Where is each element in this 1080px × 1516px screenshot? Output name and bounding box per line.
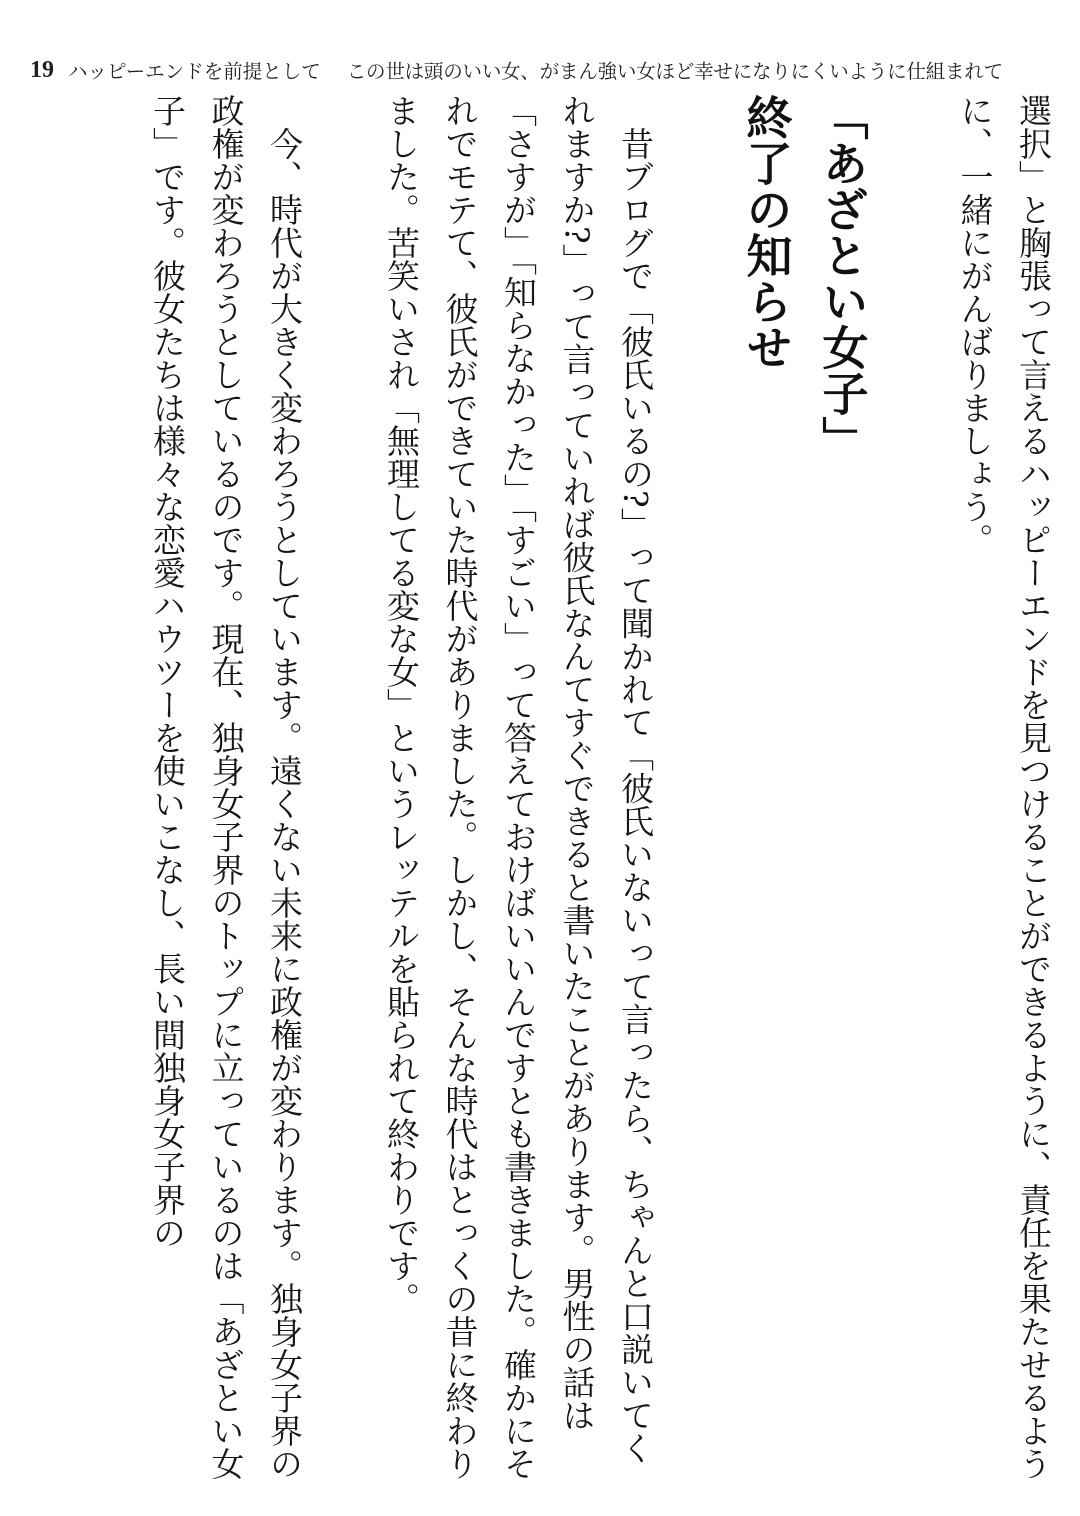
paragraph-era: 今、時代が大きく変わろうとしています。遠くない未来に政権が変わります。独身女子界の政権が変わろうとしているのです。現在、独身女子界のトップに立っているのは「あざとい女子」です。彼女たちは様々な恋愛ハウツーを使いこなし、長い間独身女子界の: [148, 94, 304, 1480]
paragraph-blog: 昔ブログで「彼氏いるの?」って聞かれて「彼氏いないって言ったら、ちゃんと口説いてくれますか?」って言っていれば彼氏なんてすぐできると書いたことがあります。男性の話は「さすが」「知らなかった」「すごい」って答えておけばいいんですとも書きました。確かにそれでモテて、彼氏ができていた時代がありました。しかし、そんな時代はとっくの昔に終わりました。苦笑いされ「無理してる変な女」というレッテルを貼られて終わりです。: [382, 94, 655, 1480]
heading-line-2: 終了の知らせ: [739, 94, 794, 370]
running-header: [30, 50, 1060, 90]
section-title: この世は頭のいい女、がまん強い女ほど幸せになりにくいように仕組まれて: [346, 60, 1003, 83]
column-spacer: [887, 94, 946, 1494]
column-spacer: [664, 94, 723, 1494]
column-spacer: [313, 94, 372, 1494]
heading-line-1: 「あざとい女子」: [815, 94, 870, 462]
chapter-title: ハッピーエンドを前提として: [68, 60, 321, 83]
page-number: 19: [30, 56, 54, 83]
paragraph-continuation: 選択」と胸張って言えるハッピーエンドを見つけることができるように、責任を果たせるように、一緒にがんばりましょう。: [955, 94, 1053, 1480]
vertical-body-text: [22, 94, 1062, 1494]
section-heading: [729, 94, 881, 1494]
